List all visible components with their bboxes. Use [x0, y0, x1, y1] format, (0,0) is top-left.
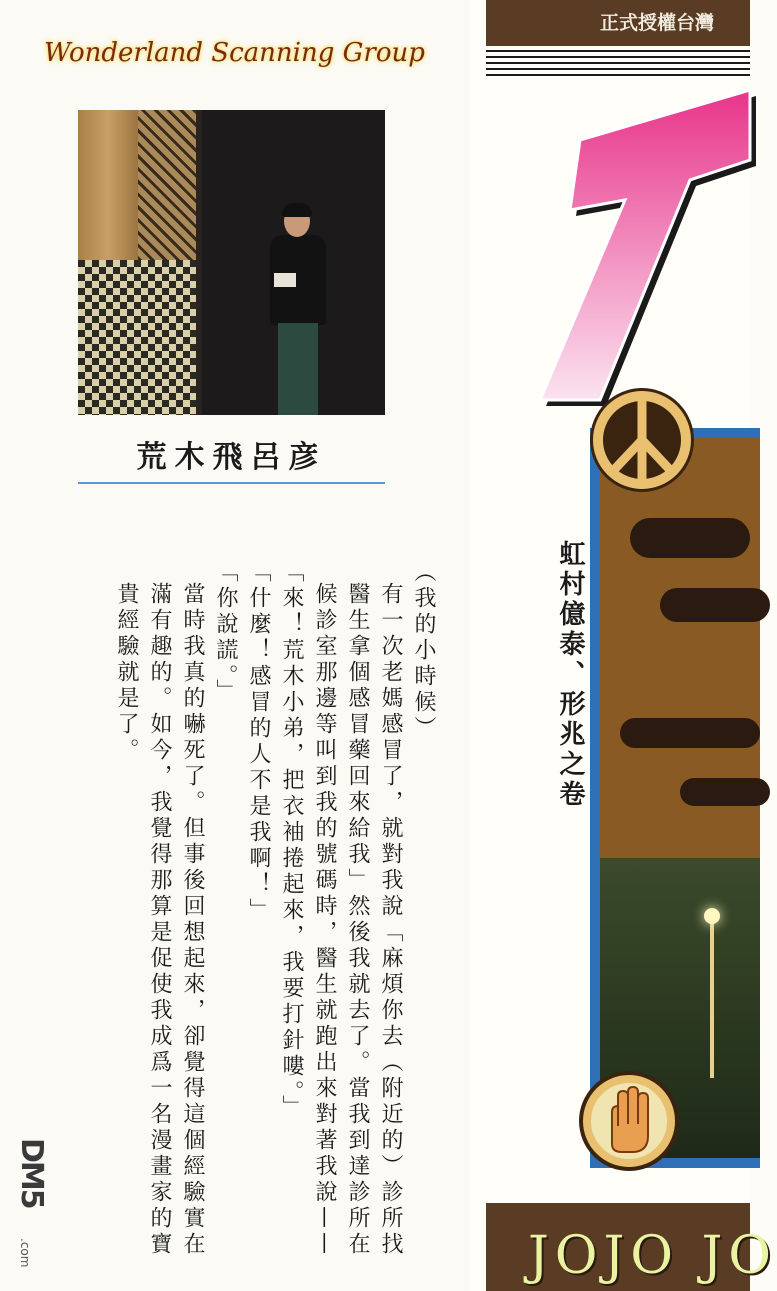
scan-group-title: Wonderland Scanning Group: [44, 38, 425, 68]
license-text: 正式授權台灣: [600, 12, 715, 34]
series-title: JOJO JO: [528, 1226, 777, 1286]
divider: [78, 482, 385, 484]
cover-art: [590, 428, 760, 1168]
essay-paragraph: 有一次老媽感冒了，就對我說「麻煩你去（附近的）診所找醫生拿個感冒藥回來給我」然後我就去了。當我到達診所在候診室那邊等叫到我的號碼時，醫生就跑出來對著我說——: [312, 582, 403, 1258]
peace-symbol-icon: [582, 380, 702, 500]
essay-paragraph: 「來！荒木小弟，把衣袖捲起來，我要打針嘍。」: [279, 560, 304, 1121]
watermark-domain: .com: [18, 1238, 32, 1268]
author-photo: [78, 110, 385, 415]
essay-paragraph: 「什麼！感冒的人不是我啊！」: [246, 560, 271, 924]
hand-emblem-icon: [574, 1066, 684, 1176]
author-essay: [40, 560, 440, 1280]
author-figure: [268, 205, 328, 415]
dm5-watermark: [12, 1138, 52, 1288]
volume-title: 虹村億泰、形兆之卷: [555, 540, 585, 810]
stripe-lines: [486, 50, 750, 80]
essay-paragraph: 「你說謊。」: [213, 560, 238, 705]
series-logo-icon: [540, 80, 750, 410]
author-name: 荒木飛呂彦: [136, 440, 327, 475]
watermark-brand: DM5: [14, 1138, 49, 1208]
essay-paragraph: 當時我真的嚇死了。但事後回想起來，卻覺得這個經驗實在滿有趣的。如今，我覺得那算是促使我成爲一名漫畫家的寶貴經驗就是了。: [114, 582, 205, 1258]
essay-heading: （我的小時候）: [411, 560, 436, 742]
